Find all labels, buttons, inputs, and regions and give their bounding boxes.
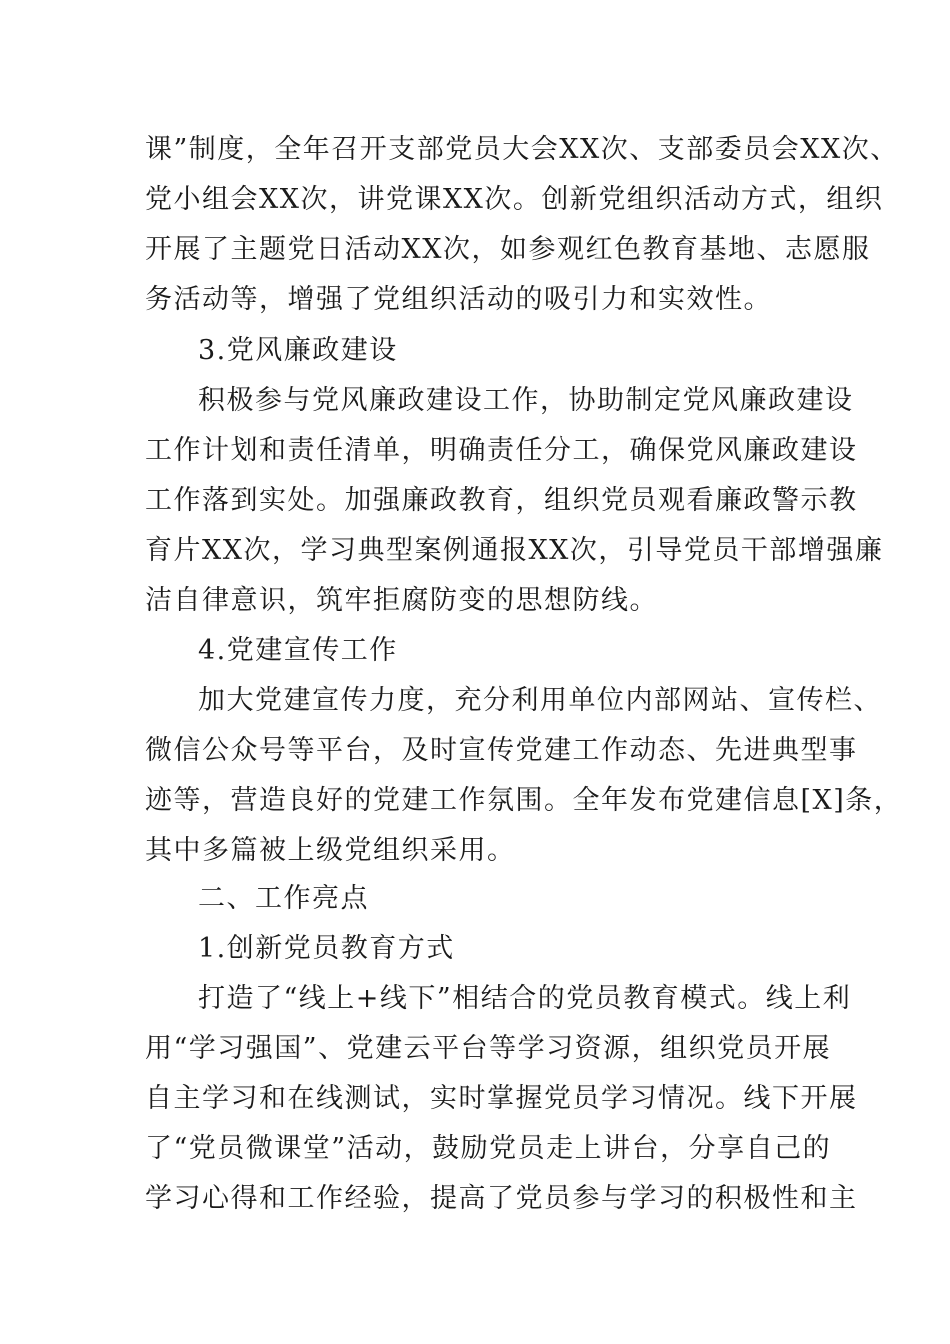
text-line: 微信公众号等平台，及时宣传党建工作动态、先进典型事 — [145, 735, 858, 766]
text-line: 加大党建宣传力度，充分利用单位内部网站、宣传栏、 — [198, 685, 882, 716]
text-line: 学习心得和工作经验，提高了党员参与学习的积极性和主 — [145, 1183, 858, 1214]
text-line: 其中多篇被上级党组织采用。 — [145, 835, 516, 866]
text-line: 积极参与党风廉政建设工作，协助制定党风廉政建设 — [198, 385, 854, 416]
text-line: 迹等，营造良好的党建工作氛围。全年发布党建信息[X]条， — [145, 785, 903, 816]
text-line: 自主学习和在线测试，实时掌握党员学习情况。线下开展 — [145, 1083, 858, 1114]
subsection-heading: 1.创新党员教育方式 — [198, 933, 455, 964]
text-line: 育片XX次，学习典型案例通报XX次，引导党员干部增强廉 — [145, 535, 884, 566]
text-line: 了“党员微课堂”活动，鼓励党员走上讲台，分享自己的 — [145, 1133, 832, 1164]
text-line: 开展了主题党日活动XX次，如参观红色教育基地、志愿服 — [145, 234, 871, 265]
text-line: 打造了“线上+线下”相结合的党员教育模式。线上利 — [198, 983, 852, 1014]
section-heading: 4.党建宣传工作 — [198, 635, 398, 666]
section-heading: 3.党风廉政建设 — [198, 335, 398, 366]
text-line: 洁自律意识，筑牢拒腐防变的思想防线。 — [145, 585, 658, 616]
text-line: 工作计划和责任清单，明确责任分工，确保党风廉政建设 — [145, 435, 858, 466]
text-line: 工作落到实处。加强廉政教育，组织党员观看廉政警示教 — [145, 485, 858, 516]
text-line: 课”制度，全年召开支部党员大会XX次、支部委员会XX次、 — [145, 134, 899, 165]
text-line: 用“学习强国”、党建云平台等学习资源，组织党员开展 — [145, 1033, 832, 1064]
text-line: 务活动等，增强了党组织活动的吸引力和实效性。 — [145, 284, 772, 315]
text-line: 党小组会XX次，讲党课XX次。创新党组织活动方式，组织 — [145, 184, 884, 215]
section-heading: 二、工作亮点 — [198, 883, 369, 914]
